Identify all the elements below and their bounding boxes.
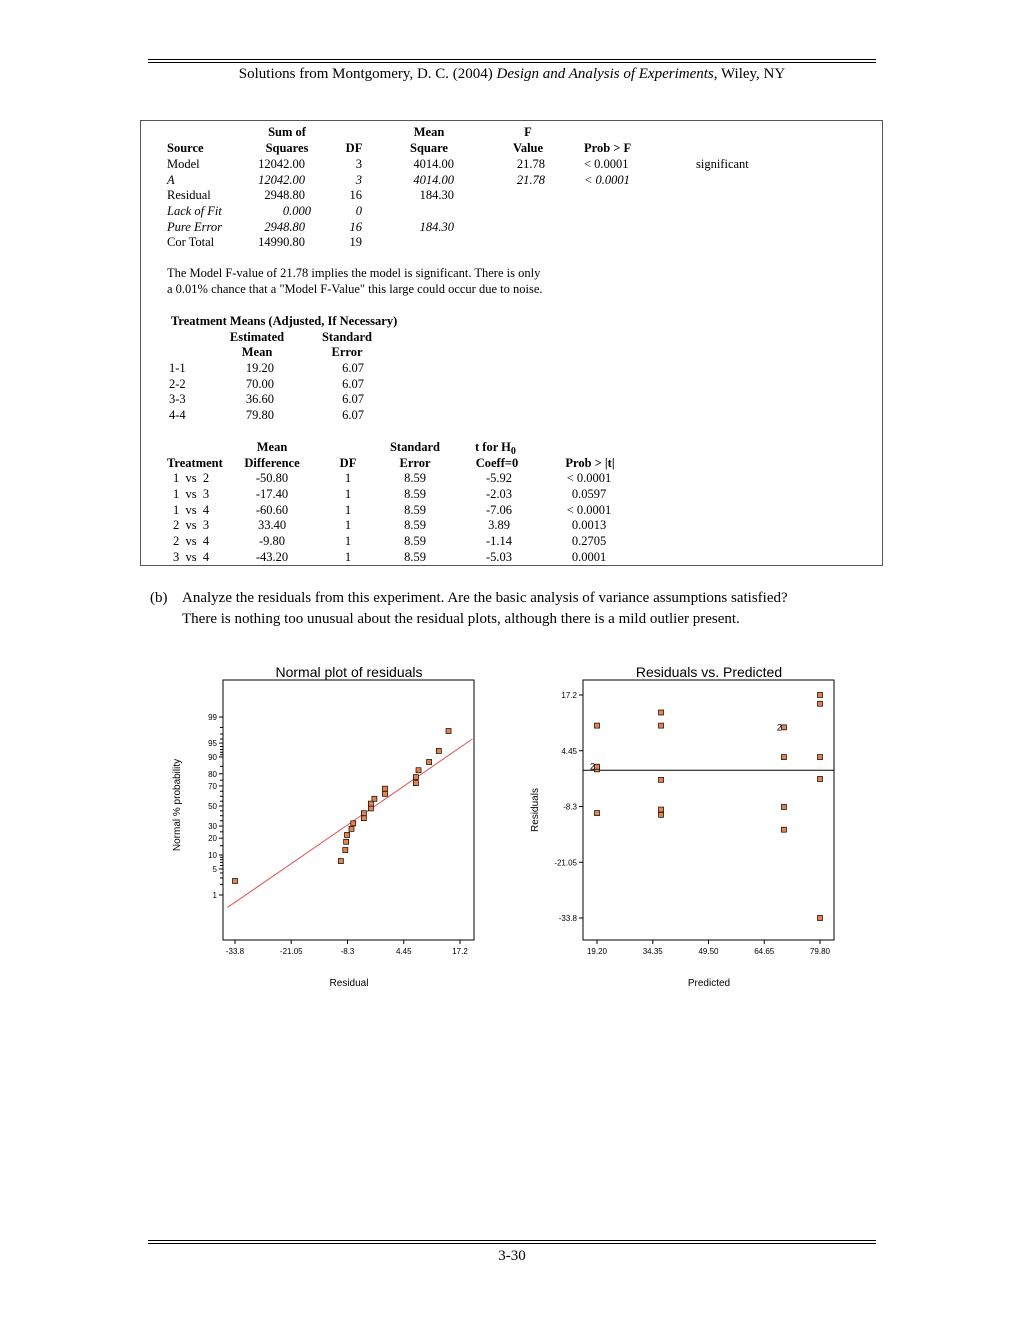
normal-plot-point bbox=[233, 878, 238, 883]
resid-plot-title: Residuals vs. Predicted bbox=[635, 664, 783, 680]
normal-plot-ytick-label: 50 bbox=[208, 802, 217, 811]
cmp-se: 8.59 bbox=[404, 550, 426, 564]
normal-plot-point bbox=[345, 832, 350, 837]
cmp-tval: -7.06 bbox=[485, 503, 513, 517]
normal-plot-point bbox=[383, 791, 388, 796]
tm-treatment: 2-2 bbox=[169, 377, 186, 391]
resid-plot-xtick-label: 64.65 bbox=[754, 947, 775, 956]
resid-plot-xtick-label: 49.50 bbox=[698, 947, 719, 956]
cmp-col-prob: Prob > |t| bbox=[565, 456, 615, 470]
normal-plot-point bbox=[351, 821, 356, 826]
anova-ss: 2948.80 bbox=[264, 188, 305, 202]
anova-ms: 4014.00 bbox=[413, 157, 454, 171]
normal-plot-ytick-label: 95 bbox=[208, 739, 217, 749]
normal-plot-frame bbox=[223, 680, 474, 940]
tm-treatment: 4-4 bbox=[169, 408, 186, 422]
normal-plot-point bbox=[361, 811, 366, 816]
resid-plot-point bbox=[818, 693, 823, 698]
tm-mean: 19.20 bbox=[245, 361, 274, 375]
anova-ss: 14990.80 bbox=[258, 235, 305, 249]
normal-plot-point bbox=[372, 796, 377, 801]
anova-df: 0 bbox=[355, 204, 362, 218]
cmp-se: 8.59 bbox=[404, 487, 426, 501]
normal-plot-point bbox=[413, 775, 418, 780]
resid-plot-point bbox=[659, 777, 664, 782]
anova-note-line-1: The Model F-value of 21.78 implies the model is significant. There is only bbox=[167, 266, 541, 280]
header-suffix: , Wiley, NY bbox=[713, 66, 786, 82]
cmp-df: 1 bbox=[344, 518, 352, 532]
tm-col-standard: Standard bbox=[321, 330, 373, 344]
anova-ss: 12042.00 bbox=[258, 157, 305, 171]
cmp-diff: -17.40 bbox=[255, 487, 289, 501]
col-header-f: F bbox=[524, 125, 532, 139]
tm-se: 6.07 bbox=[342, 377, 364, 391]
normal-plot-xtick-label: -33.8 bbox=[225, 947, 245, 956]
normal-plot-title: Normal plot of residuals bbox=[275, 664, 423, 680]
cmp-col-coeff: Coeff=0 bbox=[475, 456, 519, 470]
cmp-col-error: Error bbox=[399, 456, 431, 470]
resid-plot-frame bbox=[583, 680, 834, 940]
cmp-p: 0.0597 bbox=[571, 487, 607, 501]
normal-plot-point bbox=[368, 801, 373, 806]
col-header-square: Square bbox=[410, 141, 448, 155]
resid-plot-point bbox=[595, 811, 600, 816]
resid-plot-point bbox=[659, 723, 664, 728]
resid-plot-point bbox=[595, 723, 600, 728]
cmp-p: < 0.0001 bbox=[566, 471, 612, 485]
cmp-treatment: 1 vs 2 bbox=[173, 471, 210, 485]
anova-df: 16 bbox=[349, 220, 362, 234]
cmp-treatment: 3 vs 4 bbox=[173, 550, 210, 564]
resid-plot-point-count-label: 2 bbox=[776, 722, 782, 733]
cmp-col-tfor-sub: 0 bbox=[510, 446, 516, 457]
cmp-df: 1 bbox=[344, 487, 352, 501]
normal-plot-ytick-label: 20 bbox=[208, 834, 217, 844]
page-header bbox=[148, 66, 876, 83]
col-header-squares: Squares bbox=[265, 141, 309, 155]
cmp-col-difference: Difference bbox=[244, 456, 300, 470]
cmp-df: 1 bbox=[344, 503, 352, 517]
tm-se: 6.07 bbox=[342, 361, 364, 375]
tm-treatment: 3-3 bbox=[169, 392, 186, 406]
resid-plot-ylabel: Residuals bbox=[530, 788, 541, 832]
cmp-se: 8.59 bbox=[404, 534, 426, 548]
cmp-tval: -5.03 bbox=[485, 550, 513, 564]
cmp-treatment: 1 vs 4 bbox=[173, 503, 210, 517]
tm-mean: 36.60 bbox=[245, 392, 274, 406]
anova-df: 19 bbox=[349, 235, 362, 249]
tm-col-error: Error bbox=[331, 345, 363, 359]
cmp-col-treatment: Treatment bbox=[167, 456, 223, 470]
cmp-col-tfor-text: t for H bbox=[475, 440, 511, 454]
resid-plot-point bbox=[818, 776, 823, 781]
part-b-question-text: Analyze the residuals from this experiment. Are the basic analysis of variance assumptions satisfied? bbox=[182, 590, 788, 606]
anova-ms: 4014.00 bbox=[413, 173, 454, 187]
normal-plot-ytick-label: 5 bbox=[212, 864, 217, 874]
anova-ms: 184.30 bbox=[419, 188, 454, 202]
col-header-value: Value bbox=[512, 141, 544, 155]
part-b-label: (b) bbox=[150, 590, 168, 606]
normal-plot-ytick-label: 99 bbox=[208, 713, 217, 722]
cmp-diff: -60.60 bbox=[255, 503, 289, 517]
tm-mean: 79.80 bbox=[245, 408, 274, 422]
anova-f: 21.78 bbox=[516, 157, 545, 171]
cmp-tval: 3.89 bbox=[488, 518, 510, 532]
cmp-p: 0.2705 bbox=[571, 534, 607, 548]
normal-plot-point bbox=[436, 748, 441, 753]
resid-plot-ytick-label: -33.8 bbox=[558, 914, 577, 923]
footer-rule-bottom bbox=[148, 1243, 876, 1244]
normal-plot-ytick-label: 1 bbox=[212, 891, 217, 900]
normal-plot-point bbox=[427, 759, 432, 764]
normal-plot-xtick-label: 4.45 bbox=[395, 947, 412, 956]
normal-plot-point bbox=[344, 839, 349, 844]
cmp-col-mean: Mean bbox=[256, 440, 288, 454]
cmp-p: 0.0001 bbox=[571, 550, 607, 564]
cmp-p: < 0.0001 bbox=[566, 503, 612, 517]
cmp-diff: 33.40 bbox=[257, 518, 287, 532]
anova-ss: 0.000 bbox=[282, 204, 311, 218]
page-number: 3-30 bbox=[498, 1248, 526, 1264]
anova-df: 3 bbox=[355, 157, 362, 171]
tm-mean: 70.00 bbox=[245, 377, 274, 391]
header-book-title: Design and Analysis of Experiments bbox=[496, 66, 714, 82]
resid-plot-point bbox=[659, 807, 664, 812]
anova-note-line-2: a 0.01% chance that a "Model F-Value" this large could occur due to noise. bbox=[167, 282, 543, 296]
resid-plot-xtick-label: 19.20 bbox=[586, 947, 608, 956]
col-header-df: DF bbox=[345, 141, 363, 155]
header-prefix: Solutions from Montgomery, D. C. (2004) bbox=[238, 66, 497, 82]
resid-plot-ytick-label: -21.05 bbox=[554, 858, 577, 868]
normal-plot-ytick-label: 80 bbox=[208, 769, 217, 779]
anova-df: 3 bbox=[355, 173, 362, 187]
cmp-df: 1 bbox=[344, 471, 352, 485]
col-header-sum-of: Sum of bbox=[268, 125, 306, 139]
normal-plot-xtick-label: -21.05 bbox=[279, 947, 303, 956]
resid-plot-point bbox=[818, 701, 823, 706]
resid-plot-ytick-label: 17.2 bbox=[561, 691, 577, 700]
tm-col-estimated: Estimated bbox=[229, 330, 285, 344]
treatment-means-title: Treatment Means (Adjusted, If Necessary) bbox=[171, 314, 398, 328]
resid-plot-xlabel: Predicted bbox=[687, 978, 731, 989]
anova-ss: 12042.00 bbox=[258, 173, 305, 187]
anova-df: 16 bbox=[349, 188, 362, 202]
normal-plot-of-residuals bbox=[160, 655, 490, 995]
cmp-se: 8.59 bbox=[404, 518, 426, 532]
resid-plot-ytick-label: 4.45 bbox=[561, 746, 577, 756]
anova-source: Pure Error bbox=[167, 220, 222, 234]
resid-plot-point bbox=[781, 755, 786, 760]
normal-plot-ytick-label: 30 bbox=[208, 822, 217, 832]
cmp-se: 8.59 bbox=[404, 503, 426, 517]
cmp-df: 1 bbox=[344, 550, 352, 564]
cmp-tval: -5.92 bbox=[485, 471, 513, 485]
anova-ms: 184.30 bbox=[419, 220, 454, 234]
normal-plot-xlabel: Residual bbox=[329, 978, 369, 989]
header-rule-top bbox=[148, 59, 876, 60]
residuals-vs-predicted-plot bbox=[520, 655, 850, 995]
anova-source: Residual bbox=[167, 188, 211, 202]
cmp-diff: -43.20 bbox=[255, 550, 289, 564]
cmp-treatment: 2 vs 3 bbox=[173, 518, 210, 532]
resid-plot-point bbox=[659, 812, 664, 817]
anova-source: Lack of Fit bbox=[167, 204, 222, 218]
normal-plot-point bbox=[416, 768, 421, 773]
resid-plot-ytick-label: -8.3 bbox=[563, 802, 577, 812]
normal-plot-ytick-label: 10 bbox=[208, 851, 217, 861]
anova-output-box bbox=[140, 120, 883, 566]
cmp-col-standard: Standard bbox=[389, 440, 441, 454]
cmp-col-tfor bbox=[475, 440, 516, 456]
normal-plot-point bbox=[349, 826, 354, 831]
col-header-mean: Mean bbox=[413, 125, 445, 139]
anova-p: < 0.0001 bbox=[584, 157, 629, 171]
anova-source: A bbox=[167, 173, 175, 187]
anova-ss: 2948.80 bbox=[264, 220, 305, 234]
header-rule-bottom bbox=[148, 62, 876, 63]
resid-plot-xtick-label: 79.80 bbox=[809, 947, 831, 956]
col-header-source: Source bbox=[167, 141, 204, 155]
cmp-diff: -9.80 bbox=[258, 534, 286, 548]
cmp-treatment: 2 vs 4 bbox=[173, 534, 210, 548]
resid-plot-point-count-label: 2 bbox=[589, 761, 595, 772]
normal-plot-ytick-label: 90 bbox=[208, 752, 217, 762]
normal-plot-point bbox=[361, 816, 366, 821]
cmp-df: 1 bbox=[344, 534, 352, 548]
tm-se: 6.07 bbox=[342, 408, 364, 422]
normal-plot-point bbox=[446, 729, 451, 734]
resid-plot-point bbox=[818, 755, 823, 760]
cmp-tval: -1.14 bbox=[485, 534, 513, 548]
cmp-diff: -50.80 bbox=[255, 471, 289, 485]
resid-plot-point bbox=[781, 804, 786, 809]
normal-plot-point bbox=[383, 786, 388, 791]
resid-plot-point bbox=[595, 764, 600, 769]
anova-p: < 0.0001 bbox=[584, 173, 630, 187]
resid-plot-point bbox=[659, 710, 664, 715]
normal-plot-xtick-label: 17.2 bbox=[452, 947, 468, 956]
cmp-treatment: 1 vs 3 bbox=[173, 487, 210, 501]
normal-reference-line bbox=[228, 739, 473, 907]
normal-plot-point bbox=[413, 781, 418, 786]
cmp-tval: -2.03 bbox=[485, 487, 513, 501]
resid-plot-point bbox=[818, 916, 823, 921]
resid-plot-point bbox=[781, 725, 786, 730]
resid-plot-xtick-label: 34.35 bbox=[642, 947, 663, 956]
tm-se: 6.07 bbox=[342, 392, 364, 406]
tm-treatment: 1-1 bbox=[169, 361, 186, 375]
anova-source: Cor Total bbox=[167, 235, 215, 249]
normal-plot-xtick-label: -8.3 bbox=[340, 947, 355, 956]
normal-plot-point bbox=[343, 848, 348, 853]
tm-col-mean: Mean bbox=[241, 345, 273, 359]
col-header-prob-f: Prob > F bbox=[584, 141, 632, 155]
cmp-col-df: DF bbox=[339, 456, 357, 470]
normal-plot-ylabel: Normal % probability bbox=[172, 758, 183, 852]
normal-plot-ytick-label: 70 bbox=[208, 781, 217, 791]
anova-f: 21.78 bbox=[516, 173, 545, 187]
normal-plot-point bbox=[368, 806, 373, 811]
anova-note: significant bbox=[696, 157, 749, 171]
resid-plot-point bbox=[781, 827, 786, 832]
normal-plot-point bbox=[338, 859, 343, 864]
cmp-p: 0.0013 bbox=[571, 518, 607, 532]
footer-rule-top bbox=[148, 1240, 876, 1241]
cmp-se: 8.59 bbox=[404, 471, 426, 485]
anova-source: Model bbox=[167, 157, 200, 171]
part-b-answer-text: There is nothing too unusual about the residual plots, although there is a mild outlier present. bbox=[182, 611, 740, 627]
